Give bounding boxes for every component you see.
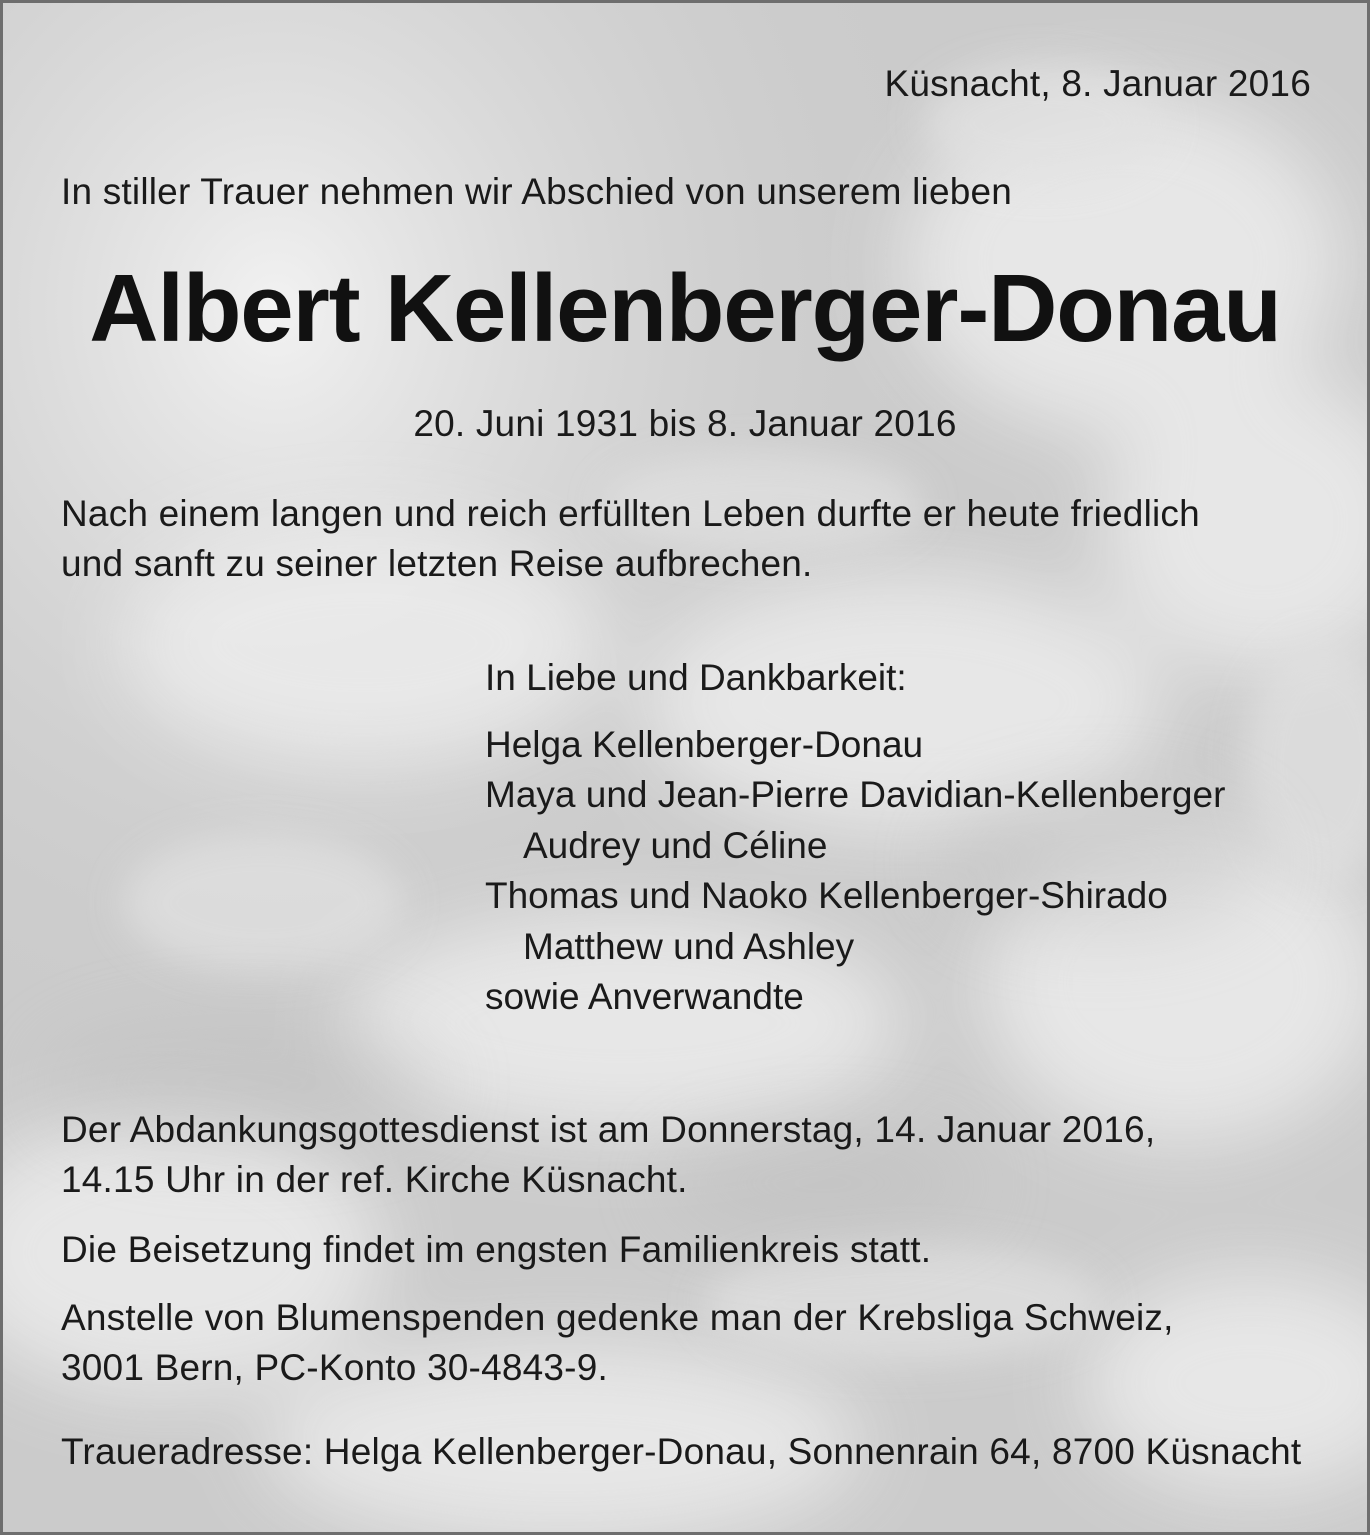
burial-info: Die Beisetzung findet im engsten Familienkreis statt. [61,1229,932,1270]
message-line: und sanft zu seiner letzten Reise aufbrechen. [61,543,813,584]
message-line: Nach einem langen und reich erfüllten Leben durfte er heute friedlich [61,493,1200,534]
family-list [485,653,1225,1023]
family-member: Audrey und Céline [523,824,828,866]
donation-line: 3001 Bern, PC-Konto 30-4843-9. [61,1347,608,1388]
mourning-address: Traueradresse: Helga Kellenberger-Donau, Sonnenrain 64, 8700 Küsnacht [61,1431,1302,1472]
intro-text: In stiller Trauer nehmen wir Abschied von unserem lieben [61,171,1013,212]
family-heading: In Liebe und Dankbarkeit: [485,657,907,698]
family-member: Maya und Jean-Pierre Davidian-Kellenberger [485,774,1226,815]
deceased-name: Albert Kellenberger-Donau [89,255,1281,362]
service-line: 14.15 Uhr in der ref. Kirche Küsnacht. [61,1159,688,1200]
family-member: sowie Anverwandte [485,976,804,1017]
service-info [61,1105,1155,1205]
service-line: Der Abdankungsgottesdienst ist am Donnerstag, 14. Januar 2016, [61,1109,1156,1150]
family-member: Thomas und Naoko Kellenberger-Shirado [485,875,1168,916]
place-and-date: Küsnacht, 8. Januar 2016 [884,63,1311,104]
farewell-message [61,489,1321,589]
family-member: Matthew und Ashley [523,925,855,967]
donation-line: Anstelle von Blumenspenden gedenke man der Krebsliga Schweiz, [61,1297,1174,1338]
family-member: Helga Kellenberger-Donau [485,723,924,765]
lifespan: 20. Juni 1931 bis 8. Januar 2016 [413,403,957,444]
donation-info [61,1293,1174,1393]
